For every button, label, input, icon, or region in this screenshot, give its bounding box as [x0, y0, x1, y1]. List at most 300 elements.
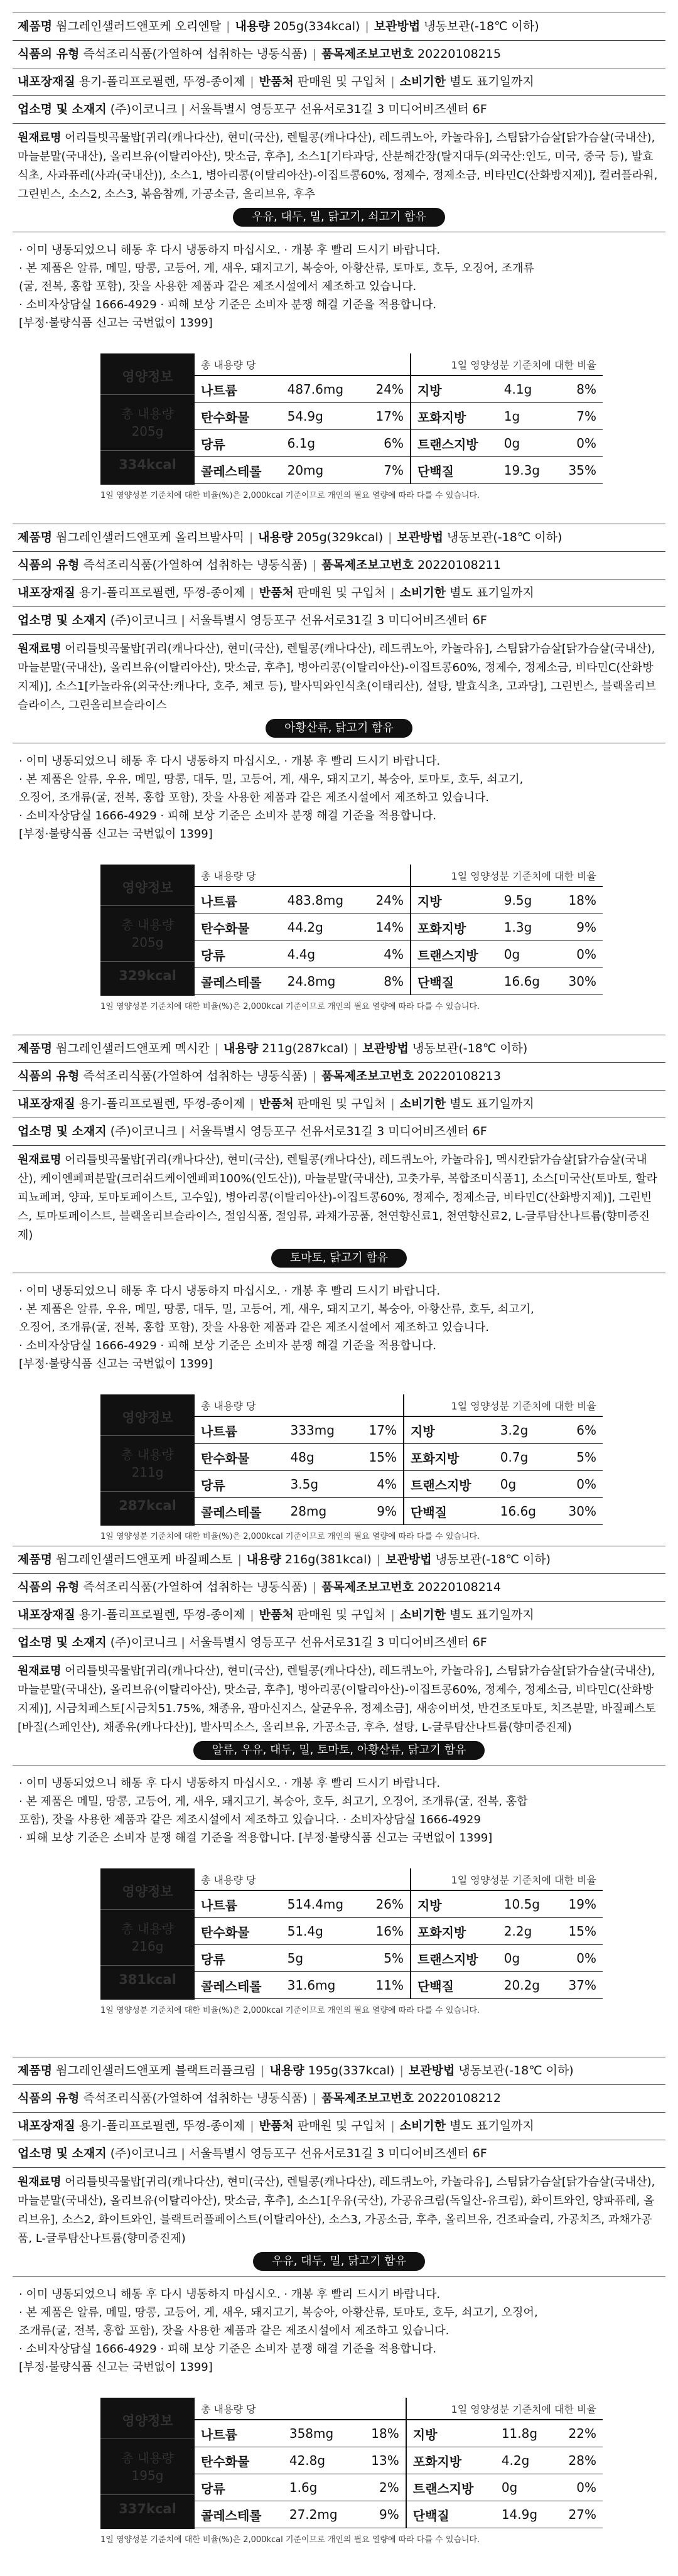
info-cell: [13, 579, 665, 607]
daily-ratio-label: 1일 영양성분 기준치에 대한 비율: [406, 2398, 603, 2420]
note-line: · 소비자상담실 1666-4929 · 피해 보상 기준은 소비자 분쟁 해결 기준을 적용합니다.: [19, 809, 437, 822]
nutrient-amount: 333mg: [284, 1416, 353, 1444]
nutrient-name: 지방: [411, 1890, 498, 1918]
nutrition-footnote: 1일 영양성분 기준치에 대한 비율(%)은 2,000kcal 기준이므로 개인의 필요 열량에 따라 다를 수 있습니다.: [100, 2005, 480, 2015]
nutrient-name: 트랜스지방: [411, 941, 498, 968]
info-row: [13, 13, 665, 41]
nutrient-name: 포화지방: [404, 1444, 494, 1471]
company-value: (주)이코니크 | 서울특별시 영등포구 선유서로31길 3 미디어비즈센터 6F: [110, 2147, 487, 2160]
food-type-value: 즉석조리식품(가열하여 섭취하는 냉동식품): [83, 558, 308, 572]
report-no-label: 품목제조보고번호: [321, 1069, 414, 1083]
total-weight-block: [100, 1436, 195, 1491]
info-row: [13, 2140, 665, 2168]
report-no-value: 20220108211: [417, 558, 501, 572]
info-line: [18, 1068, 660, 1085]
nutrient-name: 당류: [195, 941, 281, 968]
return-label: 반품처: [259, 75, 294, 89]
separator: |: [312, 558, 317, 572]
total-kcal-value: 381kcal: [100, 1965, 195, 1993]
info-row: [13, 1118, 665, 1146]
nutrient-pct: 16%: [362, 1918, 411, 1945]
nutrition-footnote: 1일 영양성분 기준치에 대한 비율(%)은 2,000kcal 기준이므로 개인의 필요 열량에 따라 다를 수 있습니다.: [100, 2535, 480, 2545]
nutrient-amount: 358mg: [283, 2420, 357, 2447]
nutrition-side: [100, 353, 195, 484]
nutrient-pct: 5%: [553, 1444, 603, 1471]
total-weight-value: 216g: [131, 1939, 164, 1954]
nutrient-name: 탄수화물: [195, 1918, 281, 1945]
capacity-value: 195g(337kcal): [308, 2064, 395, 2078]
ingredients-cell: [13, 635, 665, 743]
packaging-value: 용기-폴리프로필렌, 뚜껑-종이제: [78, 1097, 245, 1111]
nutrient-pct: 18%: [357, 2420, 406, 2447]
product-name-label: 제품명: [18, 531, 53, 544]
food-type-label: 식품의 유형: [18, 47, 80, 61]
info-row: [13, 68, 665, 96]
nutrient-pct: 9%: [357, 2501, 406, 2528]
daily-ratio-label: 1일 영양성분 기준치에 대한 비율: [411, 1868, 603, 1890]
info-row: [13, 635, 665, 743]
info-line: [18, 1096, 660, 1113]
nutrient-amount: 48g: [284, 1444, 353, 1471]
nutrient-name: 지방: [404, 1416, 494, 1444]
info-line: [18, 612, 660, 629]
info-line: [18, 101, 660, 118]
nutrient-name: 단백질: [411, 1972, 498, 1999]
food-type-value: 즉석조리식품(가열하여 섭취하는 냉동식품): [83, 2091, 308, 2105]
total-kcal-value: 329kcal: [100, 961, 195, 989]
info-row: [13, 2113, 665, 2140]
separator: |: [390, 586, 395, 600]
notes-block: [13, 1282, 665, 1373]
info-cell: [13, 2085, 665, 2113]
note-line: · 소비자상담실 1666-4929 · 피해 보상 기준은 소비자 분쟁 해결 기준을 적용합니다.: [19, 1339, 437, 1352]
separator: |: [249, 531, 254, 544]
info-row: [13, 41, 665, 68]
product-name-label: 제품명: [18, 19, 53, 33]
packaging-value: 용기-폴리프로필렌, 뚜껑-종이제: [78, 1608, 245, 1622]
packaging-label: 내포장재질: [18, 75, 75, 89]
company-value: (주)이코니크 | 서울특별시 영등포구 선유서로31길 3 미디어비즈센터 6F: [110, 102, 487, 116]
nutrient-amount: 4.1g: [498, 375, 555, 403]
note-line: · 이미 냉동되었으니 해동 후 다시 냉동하지 마십시오. · 개봉 후 빨리 드시기 바랍니다.: [19, 244, 441, 257]
note-line: · 소비자상담실 1666-4929 · 피해 보상 기준은 소비자 분쟁 해결 기준을 적용합니다.: [19, 2342, 437, 2356]
product-name: 웜그레인샐러드앤포케 올리브발사믹: [56, 531, 244, 544]
note-line: (굴, 전복, 홍합 포함), 잣을 사용한 제품과 같은 제조시설에서 제조하고 있습니다.: [19, 280, 417, 293]
ingredients-cell: [13, 1657, 665, 1765]
report-no-value: 20220108212: [417, 2091, 501, 2105]
nutrient-amount: 20mg: [281, 457, 362, 484]
nutrient-pct: 4%: [353, 1471, 404, 1498]
info-row: [13, 96, 665, 124]
packaging-value: 용기-폴리프로필렌, 뚜껑-종이제: [78, 75, 245, 89]
ingredients-label: 원재료명: [18, 1664, 62, 1678]
info-row: [13, 1063, 665, 1091]
nutrient-pct: 4%: [362, 941, 411, 968]
nutrient-amount: 0g: [495, 2474, 554, 2501]
nutrient-amount: 14.9g: [495, 2501, 554, 2528]
note-line: 조개류(굴, 전복, 홍합 포함), 잣을 사용한 제품과 같은 제조시설에서 제조하고 있습니다.: [19, 2324, 449, 2337]
nutrition-footnote: 1일 영양성분 기준치에 대한 비율(%)은 2,000kcal 기준이므로 개인의 필요 열량에 따라 다를 수 있습니다.: [100, 1531, 480, 1541]
separator: |: [312, 2091, 317, 2105]
separator: |: [250, 1608, 254, 1622]
consumer-label: 소비기한: [399, 2119, 446, 2133]
company-value: (주)이코니크 | 서울특별시 영등포구 선유서로31길 3 미디어비즈센터 6F: [110, 1636, 487, 1649]
separator: |: [250, 75, 254, 89]
nutrient-pct: 37%: [555, 1972, 603, 1999]
info-row: [13, 1146, 665, 1273]
capacity-label: 내용량: [258, 531, 293, 544]
nutrient-amount: 0g: [498, 430, 555, 457]
report-no-value: 20220108213: [417, 1069, 501, 1083]
ingredients-cell: [13, 124, 665, 232]
info-line: [18, 46, 660, 63]
total-weight-value: 205g: [131, 424, 164, 439]
total-weight-block: [100, 1910, 195, 1965]
nutrient-name: 당류: [195, 430, 281, 457]
separator: |: [390, 75, 395, 89]
nutrient-name: 포화지방: [406, 2447, 495, 2474]
separator: |: [399, 2064, 404, 2078]
nutrient-amount: 1.6g: [283, 2474, 357, 2501]
info-cell: [13, 2140, 665, 2168]
info-cell: [13, 552, 665, 579]
packaging-value: 용기-폴리프로필렌, 뚜껑-종이제: [78, 586, 245, 600]
total-weight-value: 195g: [131, 2468, 164, 2484]
food-type-label: 식품의 유형: [18, 558, 80, 572]
nutrition-footnote: 1일 영양성분 기준치에 대한 비율(%)은 2,000kcal 기준이므로 개인의 필요 열량에 따라 다를 수 있습니다.: [100, 1001, 480, 1011]
ingredients-text: 어리틀빗곡물밥[귀리(캐나다산), 현미(국산), 렌틸콩(캐나다산), 레드퀴노아, 카놀라유], 스팀닭가슴살[닭가슴살(국내산), 마늘분말(국내산), 올리브유(이탈리아산), 맛소금, 후추], 병아리콩(이탈리아산)-이집트콩60%, 정제수, 정제소금, 비타민C(산화방지제)], 시금치페스토[시금치51.75%, 채종유, 팜마신지스, 살균우유, 정제소금], 새송이버섯, 반건조토마토, 치즈분말, 바질페스토[바질(스페인산), 채종유(캐나다산)], 발사믹소스, 올리브유, 가공소금, 후추, 설탕, L-글루탐산나트륨(향미증진제): [18, 1664, 656, 1734]
nutrient-amount: 0g: [494, 1471, 553, 1498]
product-section: [0, 2044, 678, 2576]
nutrient-name: 지방: [411, 375, 498, 403]
note-line: [부정·불량식품 신고는 국번없이 1399]: [19, 2361, 213, 2374]
info-line: [18, 1607, 660, 1624]
nutrient-pct: 6%: [362, 430, 411, 457]
report-no-value: 20220108215: [417, 47, 501, 61]
return-label: 반품처: [259, 586, 294, 600]
allergen-badge: 아황산류, 닭고기 함유: [266, 719, 412, 738]
food-type-label: 식품의 유형: [18, 1580, 80, 1594]
nutrition-panel: [100, 1868, 603, 2000]
ingredients-label: 원재료명: [18, 642, 62, 655]
company-value: (주)이코니크 | 서울특별시 영등포구 선유서로31길 3 미디어비즈센터 6F: [110, 613, 487, 627]
nutrient-amount: 2.2g: [498, 1918, 555, 1945]
product-info-table: [13, 1035, 665, 1273]
nutrient-pct: 30%: [553, 1498, 603, 1525]
nutrient-name: 트랜스지방: [411, 1945, 498, 1972]
separator: |: [226, 19, 230, 33]
storage-value: 냉동보관(-18℃ 이하): [447, 531, 562, 544]
food-type-value: 즉석조리식품(가열하여 섭취하는 냉동식품): [83, 1580, 308, 1594]
info-cell: [13, 607, 665, 635]
total-weight-value: 205g: [131, 935, 164, 951]
per-total-label: 총 내용량 당: [195, 2398, 406, 2420]
separator: |: [376, 1553, 381, 1566]
nutrient-name: 당류: [195, 2474, 283, 2501]
notes-block: [13, 241, 665, 332]
nutrient-name: 콜레스테롤: [195, 1498, 284, 1525]
nutrition-footnote: 1일 영양성분 기준치에 대한 비율(%)은 2,000kcal 기준이므로 개인의 필요 열량에 따라 다를 수 있습니다.: [100, 490, 480, 500]
return-label: 반품처: [259, 1608, 294, 1622]
note-line: 오징어, 조개류(굴, 전복, 홍합 포함), 잣을 사용한 제품과 같은 제조시설에서 제조하고 있습니다.: [19, 1321, 489, 1334]
nutrient-pct: 7%: [555, 403, 603, 430]
nutrient-name: 나트륨: [195, 1890, 281, 1918]
notes-block: [13, 2285, 665, 2376]
per-total-label: 총 내용량 당: [195, 1868, 411, 1890]
storage-value: 냉동보관(-18℃ 이하): [435, 1553, 551, 1566]
report-no-label: 품목제조보고번호: [321, 558, 414, 572]
return-label: 반품처: [259, 2119, 294, 2133]
nutrient-amount: 42.8g: [283, 2447, 357, 2474]
info-row: [13, 2057, 665, 2085]
nutrient-pct: 8%: [555, 375, 603, 403]
note-line: 오징어, 조개류(굴, 전복, 홍합 포함), 잣을 사용한 제품과 같은 제조시설에서 제조하고 있습니다.: [19, 791, 489, 804]
info-cell: [13, 1602, 665, 1629]
total-kcal-value: 337kcal: [100, 2494, 195, 2523]
nutrient-amount: 1.3g: [498, 914, 555, 941]
per-total-label: 총 내용량 당: [195, 865, 411, 887]
info-row: [13, 1657, 665, 1765]
info-cell: [13, 1118, 665, 1146]
return-value: 판매원 및 구입처: [297, 2119, 386, 2133]
total-weight-block: [100, 395, 195, 450]
storage-label: 보관방법: [397, 531, 443, 544]
nutrient-amount: 54.9g: [281, 403, 362, 430]
info-row: [13, 1629, 665, 1657]
note-line: · 본 제품은 메밀, 땅콩, 고등어, 게, 새우, 돼지고기, 복숭아, 호두, 쇠고기, 오징어, 조개류(굴, 전복, 홍합: [19, 1795, 528, 1808]
packaging-label: 내포장재질: [18, 586, 75, 600]
total-weight-label: 총 내용량: [121, 406, 174, 422]
nutrient-name: 단백질: [411, 968, 498, 995]
info-cell: [13, 68, 665, 96]
nutrient-name: 콜레스테롤: [195, 1972, 281, 1999]
nutrient-name: 단백질: [411, 457, 498, 484]
nutrient-name: 트랜스지방: [406, 2474, 495, 2501]
nutrient-amount: 6.1g: [281, 430, 362, 457]
nutrient-pct: 0%: [555, 941, 603, 968]
nutrition-table: [100, 865, 603, 996]
nutrient-amount: 11.8g: [495, 2420, 554, 2447]
return-value: 판매원 및 구입처: [297, 1097, 386, 1111]
consumer-value: 별도 표기일까지: [449, 75, 534, 89]
nutrient-pct: 11%: [362, 1972, 411, 1999]
product-name: 웜그레인샐러드앤포케 바질페스토: [56, 1553, 233, 1566]
nutrient-amount: 487.6mg: [281, 375, 362, 403]
nutrient-amount: 27.2mg: [283, 2501, 357, 2528]
consumer-label: 소비기한: [399, 1608, 446, 1622]
ingredients-block: [18, 2173, 660, 2248]
nutrition-title: 영양정보: [100, 358, 195, 395]
note-line: · 이미 냉동되었으니 해동 후 다시 냉동하지 마십시오. · 개봉 후 빨리 드시기 바랍니다.: [19, 1777, 441, 1790]
nutrient-pct: 15%: [555, 1918, 603, 1945]
info-line: [18, 1551, 660, 1568]
product-info-table: [13, 524, 665, 743]
separator: |: [390, 1608, 395, 1622]
daily-ratio-label: 1일 영양성분 기준치에 대한 비율: [411, 353, 603, 375]
nutrition-panel: [100, 353, 603, 485]
info-cell: [13, 41, 665, 68]
nutrient-pct: 19%: [555, 1890, 603, 1918]
food-type-value: 즉석조리식품(가열하여 섭취하는 냉동식품): [83, 47, 308, 61]
info-cell: [13, 13, 665, 41]
note-line: · 본 제품은 알류, 우유, 메밀, 땅콩, 대두, 밀, 고등어, 게, 새우, 돼지고기, 복숭아, 토마토, 호두, 쇠고기,: [19, 773, 524, 786]
info-cell: [13, 1629, 665, 1657]
nutrient-name: 포화지방: [411, 914, 498, 941]
ingredients-cell: [13, 2168, 665, 2277]
info-row: [13, 552, 665, 579]
nutrition-title: 영양정보: [100, 869, 195, 906]
separator: |: [250, 586, 254, 600]
nutrient-name: 트랜스지방: [404, 1471, 494, 1498]
note-line: · 이미 냉동되었으니 해동 후 다시 냉동하지 마십시오. · 개봉 후 빨리 드시기 바랍니다.: [19, 755, 441, 768]
nutrient-name: 포화지방: [411, 1918, 498, 1945]
total-weight-label: 총 내용량: [121, 1921, 174, 1937]
nutrient-name: 지방: [406, 2420, 495, 2447]
total-weight-label: 총 내용량: [121, 2450, 174, 2466]
ingredients-label: 원재료명: [18, 1153, 62, 1167]
nutrient-name: 지방: [411, 887, 498, 914]
product-name: 웜그레인샐러드앤포케 블랙트러플크림: [56, 2064, 256, 2078]
storage-value: 냉동보관(-18℃ 이하): [424, 19, 539, 33]
nutrient-pct: 14%: [362, 914, 411, 941]
separator: |: [353, 1042, 358, 1055]
capacity-value: 216g(381kcal): [284, 1553, 372, 1566]
ingredients-text: 어리틀빗곡물밥[귀리(캐나다산), 현미(국산), 렌틸콩(캐나다산), 레드퀴노아, 카놀라유], 멕시칸닭가슴살[닭가슴살(국내산), 케이엔페퍼분말(크러쉬드케이엔페퍼100%(인도산)), 마늘분말(국내산), 고춧가루, 복합조미식품1], 소스[미국산(토마토, 할라피뇨페퍼, 양파, 토마토페이스트, 고수잎), 병아리콩(이탈리아산)-이집트콩60%, 정제수, 정제소금, 비타민C(산화방지제)], 그린빈스, 토마토페이스트, 블랙올리브슬라이스, 절임식품, 절임류, 과채가공품, 천연향신료1, 천연향신료2, L-글루탐산나트륨(향미증진제): [18, 1153, 658, 1242]
product-name: 웜그레인샐러드앤포케 멕시칸: [56, 1042, 210, 1055]
food-type-label: 식품의 유형: [18, 1069, 80, 1083]
info-row: [13, 579, 665, 607]
nutrient-amount: 0.7g: [494, 1444, 553, 1471]
info-row: [13, 1035, 665, 1063]
note-line: · 이미 냉동되었으니 해동 후 다시 냉동하지 마십시오. · 개봉 후 빨리 드시기 바랍니다.: [19, 1285, 441, 1298]
consumer-label: 소비기한: [399, 586, 446, 600]
per-total-label: 총 내용량 당: [195, 353, 411, 375]
nutrition-title: 영양정보: [100, 1873, 195, 1910]
nutrient-amount: 3.5g: [284, 1471, 353, 1498]
nutrient-name: 나트륨: [195, 887, 281, 914]
info-line: [18, 2062, 660, 2079]
allergen-badge: 우유, 대두, 밀, 닭고기, 쇠고기 함유: [233, 208, 445, 227]
storage-label: 보관방법: [374, 19, 421, 33]
product-info-table: [13, 13, 665, 232]
consumer-value: 별도 표기일까지: [449, 1608, 534, 1622]
info-cell: [13, 1546, 665, 1574]
nutrient-pct: 22%: [554, 2420, 603, 2447]
separator: |: [250, 1097, 254, 1111]
info-row: [13, 1574, 665, 1602]
separator: |: [261, 2064, 265, 2078]
nutrient-name: 단백질: [404, 1498, 494, 1525]
info-line: [18, 557, 660, 574]
nutrition-table: [100, 353, 603, 485]
info-cell: [13, 2057, 665, 2085]
ingredients-block: [18, 1662, 660, 1737]
storage-value: 냉동보관(-18℃ 이하): [412, 1042, 528, 1055]
consumer-label: 소비기한: [399, 1097, 446, 1111]
nutrient-name: 나트륨: [195, 1416, 284, 1444]
nutrient-amount: 28mg: [284, 1498, 353, 1525]
info-line: [18, 585, 660, 601]
nutrient-amount: 19.3g: [498, 457, 555, 484]
total-weight-block: [100, 906, 195, 961]
consumer-value: 별도 표기일까지: [449, 1097, 534, 1111]
nutrient-name: 콜레스테롤: [195, 457, 281, 484]
nutrient-amount: 51.4g: [281, 1918, 362, 1945]
info-row: [13, 1091, 665, 1118]
nutrition-table: [100, 2398, 603, 2529]
product-name-label: 제품명: [18, 1042, 53, 1055]
ingredients-block: [18, 640, 660, 715]
nutrition-table: [100, 1868, 603, 2000]
nutrient-name: 탄수화물: [195, 2447, 283, 2474]
nutrient-pct: 7%: [362, 457, 411, 484]
product-section: [0, 511, 678, 1022]
separator: |: [312, 1580, 317, 1594]
separator: |: [214, 1042, 219, 1055]
info-line: [18, 529, 660, 546]
ingredients-cell: [13, 1146, 665, 1273]
capacity-label: 내용량: [246, 1553, 281, 1566]
note-line: · 본 제품은 알류, 메밀, 땅콩, 고등어, 게, 새우, 돼지고기, 복숭아, 아황산류, 토마토, 호두, 오징어, 조개류: [19, 262, 534, 275]
capacity-value: 205g(334kcal): [273, 19, 360, 33]
allergen-badge: 토마토, 닭고기 함유: [271, 1249, 407, 1268]
nutrient-name: 나트륨: [195, 2420, 283, 2447]
report-no-value: 20220108214: [417, 1580, 501, 1594]
ingredients-text: 어리틀빗곡물밥[귀리(캐나다산), 현미(국산), 렌틸콩(캐나다산), 레드퀴노아, 카놀라유], 스팀닭가슴살[닭가슴살(국내산), 마늘분말(국내산), 올리브유(이탈리아산), 맛소금, 후추], 병아리콩(이탈리아산)-이집트콩60%, 정제수, 정제소금, 비타민C(산화방지제)], 소스1[카놀라유(외국산:캐나다, 호주, 체코 등), 발사믹와인식초(이태리산), 설탕, 발효식초, 고과당], 그린빈스, 블랙올리브슬라이스, 그린올리브슬라이스: [18, 642, 657, 712]
info-line: [18, 2118, 660, 2135]
nutrition-header: [100, 1868, 603, 1890]
info-cell: [13, 1574, 665, 1602]
packaging-label: 내포장재질: [18, 2119, 75, 2133]
nutrient-pct: 18%: [555, 887, 603, 914]
info-cell: [13, 524, 665, 552]
nutrition-header: [100, 353, 603, 375]
report-no-label: 품목제조보고번호: [321, 47, 414, 61]
nutrient-name: 당류: [195, 1945, 281, 1972]
nutrient-name: 단백질: [406, 2501, 495, 2528]
info-row: [13, 2085, 665, 2113]
total-weight-label: 총 내용량: [121, 917, 174, 933]
report-no-label: 품목제조보고번호: [321, 1580, 414, 1594]
info-line: [18, 2090, 660, 2107]
nutrition-title: 영양정보: [100, 2402, 195, 2439]
nutrient-amount: 0g: [498, 941, 555, 968]
nutrient-name: 당류: [195, 1471, 284, 1498]
capacity-label: 내용량: [223, 1042, 259, 1055]
packaging-value: 용기-폴리프로필렌, 뚜껑-종이제: [78, 2119, 245, 2133]
nutrient-pct: 17%: [353, 1416, 404, 1444]
separator: |: [250, 2119, 254, 2133]
packaging-label: 내포장재질: [18, 1608, 75, 1622]
storage-label: 보관방법: [362, 1042, 409, 1055]
nutrition-table: [100, 1394, 603, 1526]
nutrient-amount: 1g: [498, 403, 555, 430]
nutrient-name: 콜레스테롤: [195, 2501, 283, 2528]
separator: |: [312, 47, 317, 61]
nutrient-name: 탄수화물: [195, 914, 281, 941]
nutrient-pct: 0%: [555, 1945, 603, 1972]
food-type-label: 식품의 유형: [18, 2091, 80, 2105]
nutrition-header: [100, 2398, 603, 2420]
note-line: · 본 제품은 알류, 우유, 메밀, 땅콩, 대두, 밀, 고등어, 게, 새우, 돼지고기, 복숭아, 아황산류, 호두, 쇠고기,: [19, 1303, 534, 1316]
nutrient-pct: 28%: [554, 2447, 603, 2474]
company-label: 업소명 및 소재지: [18, 613, 107, 627]
note-line: [부정·불량식품 신고는 국번없이 1399]: [19, 827, 213, 841]
product-section: [0, 1533, 678, 2044]
return-value: 판매원 및 구입처: [297, 1608, 386, 1622]
nutrient-amount: 16.6g: [498, 968, 555, 995]
capacity-label: 내용량: [235, 19, 270, 33]
